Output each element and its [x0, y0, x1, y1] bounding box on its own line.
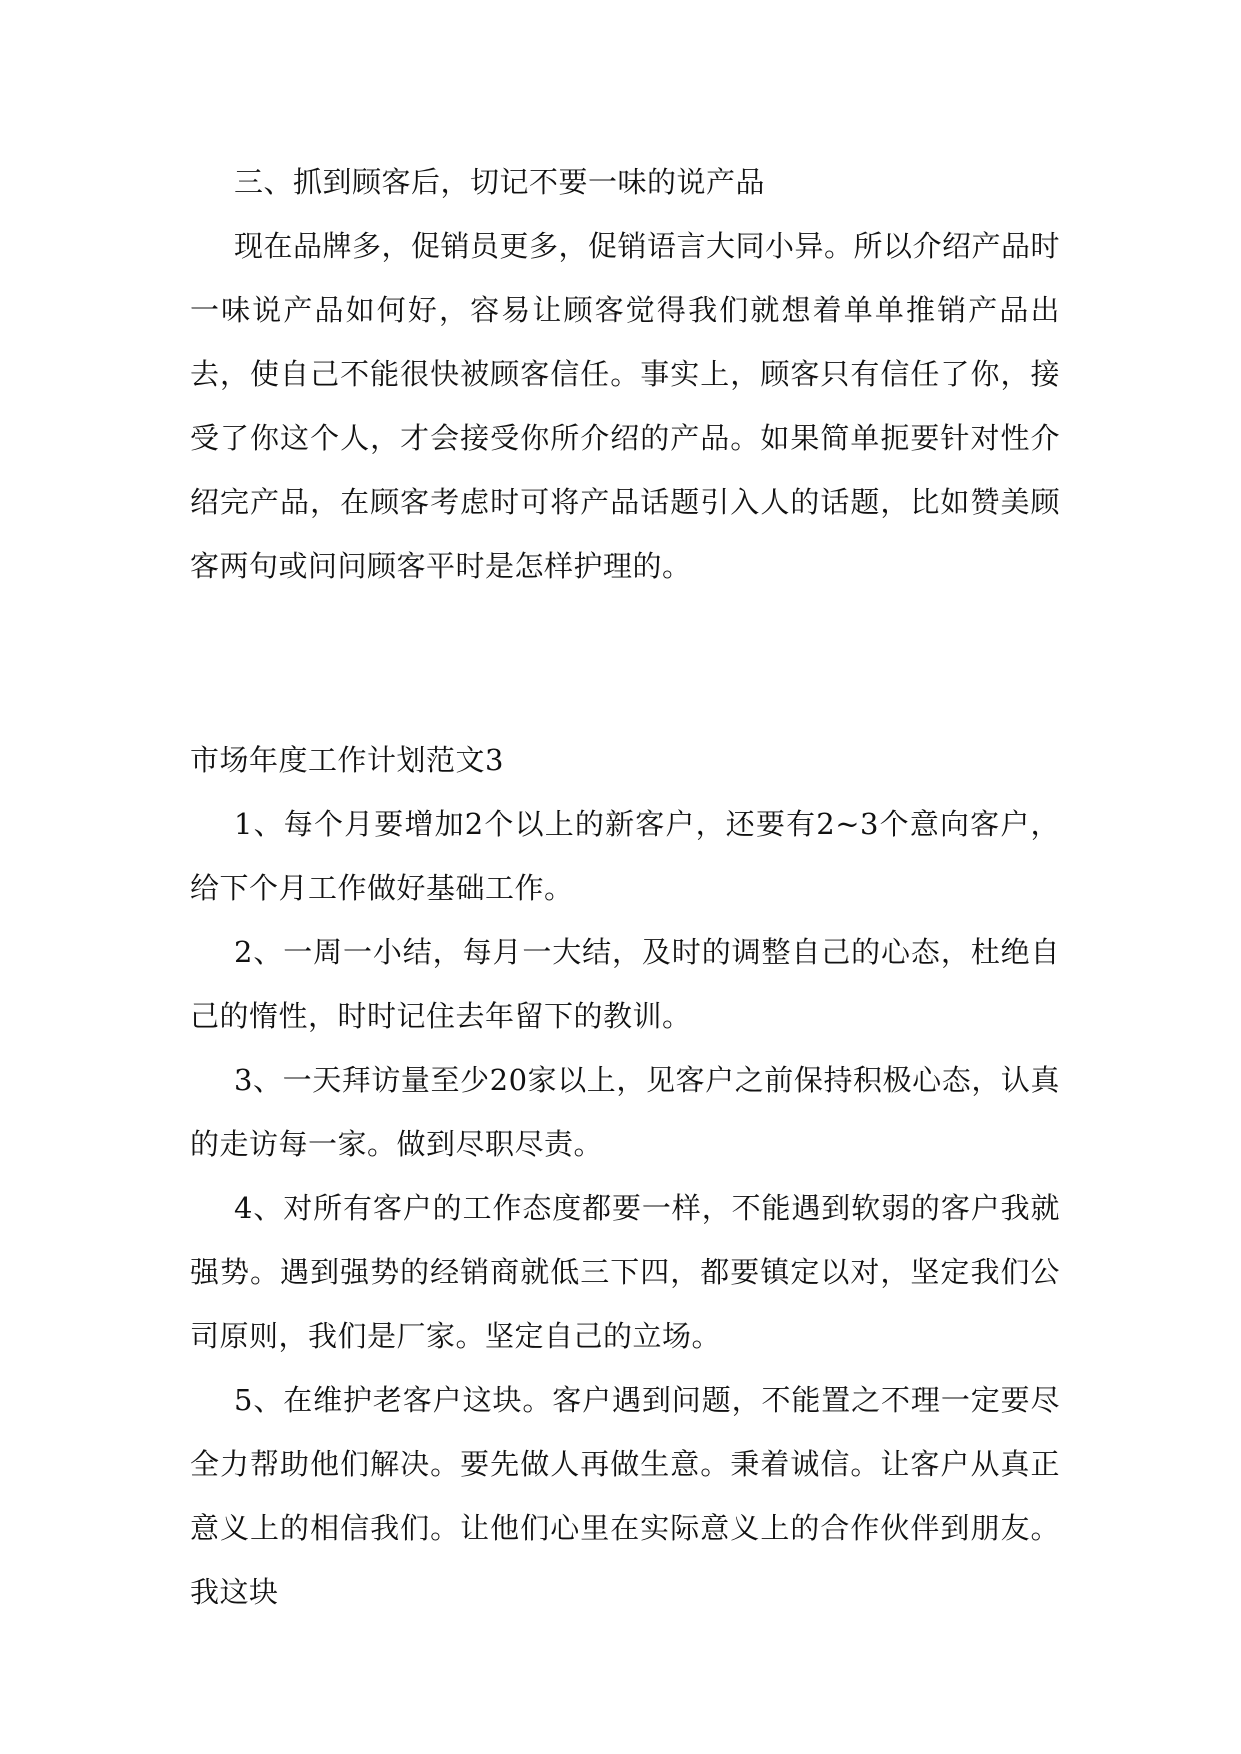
plan-item-2: 2、一周一小结，每月一大结，及时的调整自己的心态，杜绝自己的惰性，时时记住去年留下的教训。	[190, 935, 1060, 1033]
section-three-heading: 三、抓到顾客后，切记不要一味的说产品	[234, 165, 766, 199]
plan-title: 市场年度工作计划范文3	[190, 743, 504, 777]
plan-item-4: 4、对所有客户的工作态度都要一样，不能遇到软弱的客户我就强势。遇到强势的经销商就低三下四，都要镇定以对，坚定我们公司原则，我们是厂家。坚定自己的立场。	[190, 1191, 1060, 1353]
section-three-body: 现在品牌多，促销员更多，促销语言大同小异。所以介绍产品时一味说产品如何好，容易让顾客觉得我们就想着单单推销产品出去，使自己不能很快被顾客信任。事实上，顾客只有信任了你，接受了你这个人，才会接受你所介绍的产品。如果简单扼要针对性介绍完产品，在顾客考虑时可将产品话题引入人的话题，比如赞美顾客两句或问问顾客平时是怎样护理的。	[190, 229, 1061, 583]
plan-item-3: 3、一天拜访量至少20家以上，见客户之前保持积极心态，认真的走访每一家。做到尽职尽责。	[190, 1063, 1060, 1161]
plan-item-5: 5、在维护老客户这块。客户遇到问题，不能置之不理一定要尽全力帮助他们解决。要先做人再做生意。秉着诚信。让客户从真正意义上的相信我们。让他们心里在实际意义上的合作伙伴到朋友。我这块	[190, 1383, 1060, 1609]
plan-item-1: 1、每个月要增加2个以上的新客户，还要有2~3个意向客户，给下个月工作做好基础工作。	[190, 807, 1060, 905]
